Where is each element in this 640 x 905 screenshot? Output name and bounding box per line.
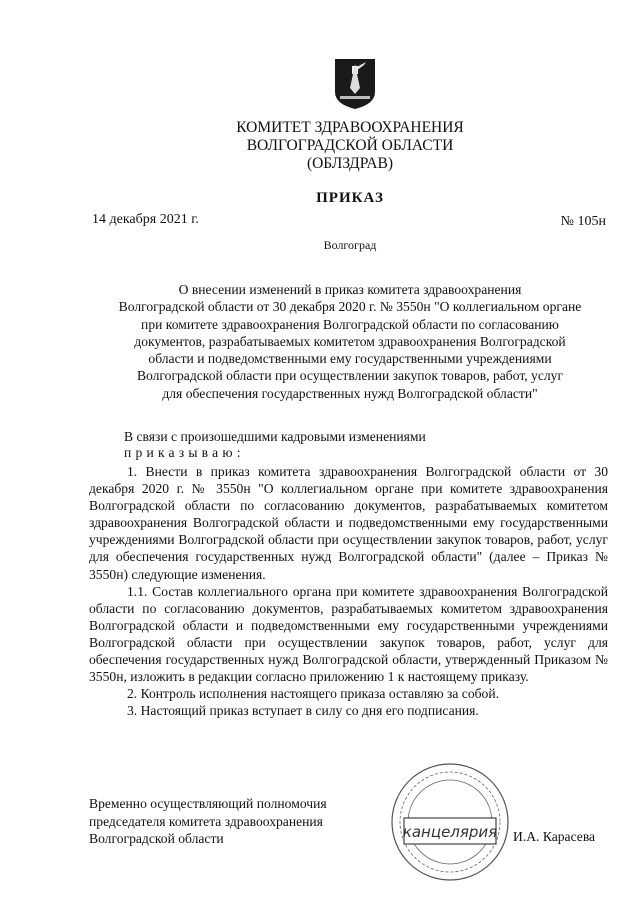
order-item-1: 1. Внести в приказ комитета здравоохранения Волгоградской области от 30 декабря 2020 г. № 3550н "О коллегиальном органе при комитете здравоохранения Волгоградской области по согласованию документов, разрабатываемых комитетом здравоохранения Волгоградской области и подведомственными ему государственными учреждениями Волгоградской области при осуществлении закупок товаров, работ, услуг для обеспечения государственных нужд Волгоградской области" (далее – Приказ № 3550н) следующие изменения. [89,464,608,582]
signer-name: И.А. Карасева [513,829,596,844]
subject-line: области и подведомственными ему государственными учреждениями [148,351,552,367]
document-city: Волгоград [323,238,377,252]
order-word: приказываю: [124,445,245,460]
subject-line: О внесении изменений в приказ комитета здравоохранения [178,282,522,297]
preamble: В связи с произошедшими кадровыми изменениями [124,429,426,444]
signer-title [89,795,327,848]
subject-line: при комитете здравоохранения Волгоградской области по согласованию [141,316,559,332]
committee-line-2: ВОЛГОГРАДСКОЙ ОБЛАСТИ [246,137,454,154]
committee-name [180,119,520,173]
order-item-2: 2. Контроль исполнения настоящего приказа оставляю за собой. [127,686,500,702]
document-number: № 105н [560,214,606,229]
order-subject [82,281,618,402]
order-body [89,463,608,719]
committee-line-1: КОМИТЕТ ЗДРАВООХРАНЕНИЯ [236,119,464,136]
subject-line: документов, разрабатываемых комитетом здравоохранения Волгоградской [134,333,566,349]
subject-line: Волгоградской области при осуществлении закупок товаров, работ, услуг [136,368,564,384]
office-stamp [388,760,512,884]
order-item-3: 3. Настоящий приказ вступает в силу со дня его подписания. [127,703,479,719]
coat-of-arms-emblem [334,58,376,110]
document-type-title: ПРИКАЗ [316,190,384,206]
subject-line: Волгоградской области от 30 декабря 2020 г. № 3550н "О коллегиальном органе [118,299,582,315]
stamp-label: канцелярия [402,823,498,841]
signer-title-line: Временно осуществляющий полномочия [89,796,327,811]
signer-title-line: председателя комитета здравоохранения [89,813,323,829]
signer-title-line: Волгоградской области [89,831,224,846]
order-item-1-1: 1.1. Состав коллегиального органа при комитете здравоохранения Волгоградской области по согласованию документов, разрабатываемых комитетом здравоохранения Волгоградской области и подведомственными ему государственными учреждениями Волгоградской области при осуществлении закупок товаров, работ, услуг для обеспечения государственных нужд Волгоградской области, утвержденный Приказом № 3550н, изложить в редакции согласно приложению 1 к настоящему приказу. [89,583,608,685]
subject-line: для обеспечения государственных нужд Волгоградской области" [162,385,538,401]
document-date: 14 декабря 2021 г. [92,212,199,227]
committee-line-3: (ОБЛЗДРАВ) [306,155,394,172]
